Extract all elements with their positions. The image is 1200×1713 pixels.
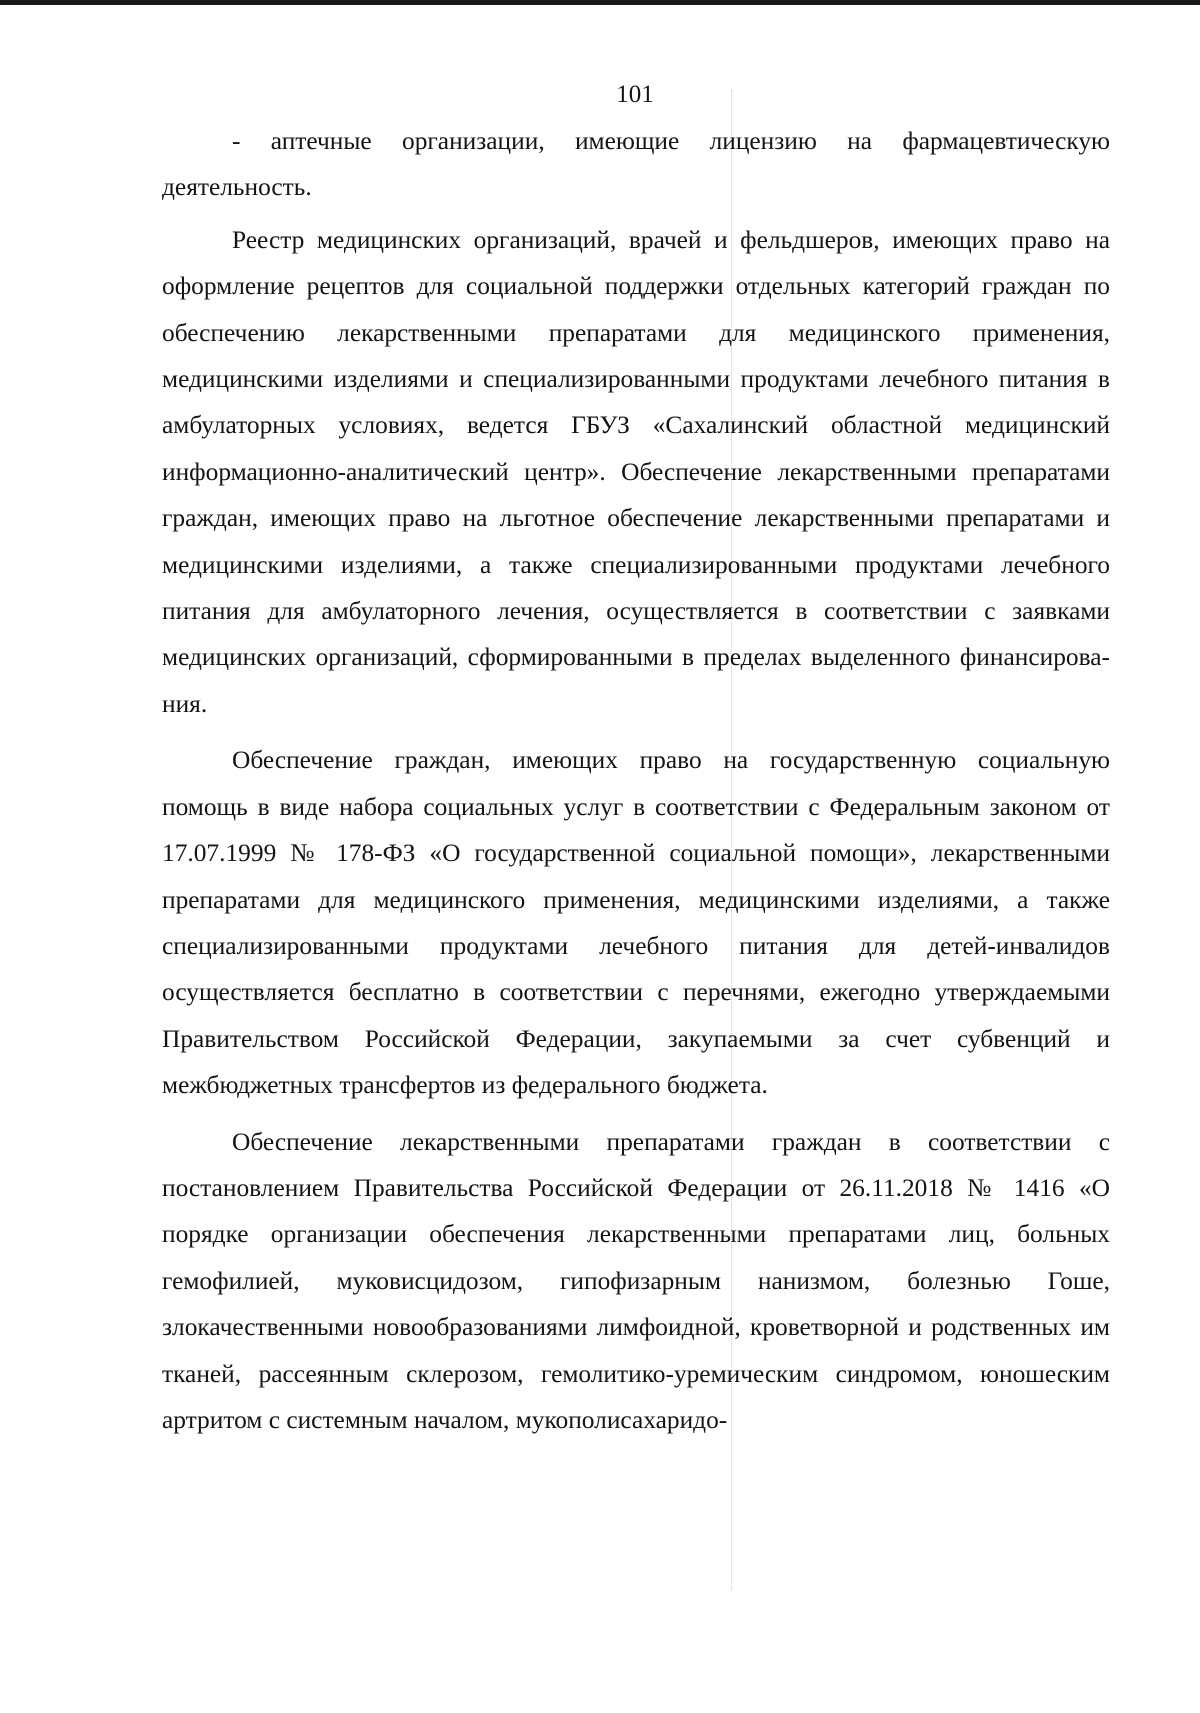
paragraph-pharmacy-organizations: - аптечные организации, имеющие лицензию на фармацевтическую деятельность. xyxy=(162,127,1110,202)
paragraph-registry: Реестр медицинских организаций, врачей и фельдшеров, имеющих право на оформление рецептов для социальной поддержки отдельных категорий граждан по обеспечению лекарственными препаратами для медицинского применения, медицинскими изделиями и специализированными продуктами лечебного питания в амбулаторных условиях, ведется ГБУЗ «Сахалинский областной медицинский информационно-аналитический центр». Обеспечение лекарственными препаратами граждан, имеющих право на льготное обеспечение лекарственными препаратами и медицинскими изделиями, а также специализированными продуктами лечебного питания для амбулаторного лечения, осуществляется в соответствии с заявками медицинских организаций, сформированными в пределах выделенного финансирования. xyxy=(162,225,1110,718)
document-body xyxy=(162,118,1110,1443)
paragraph-government-decree: Обеспечение лекарственными препаратами граждан в соответствии с постановлением Правительства Российской Федерации от 26.11.2018 № 1416 «О порядке организации обеспечения лекарственными препаратами лиц, больных гемофилией, муковисцидозом, гипофизарным нанизмом, болезнью Гоше, злокачественными новообразованиями лимфоидной, кроветворной и родственных им тканей, рассеянным склерозом, гемолитико-уремическим синдромом, юношеским артритом с системным началом, мукополисахаридо- xyxy=(162,1127,1110,1434)
paragraph-social-assistance: Обеспечение граждан, имеющих право на государственную социальную помощь в виде набора социальных услуг в соответствии с Федеральным законом от 17.07.1999 № 178-ФЗ «О государственной социальной помощи», лекарственными препаратами для медицинского применения, медицинскими изделиями, а также специализированными продуктами лечебного питания для детей-инвалидов осуществляется бесплатно в соответствии с перечнями, ежегодно утверждаемыми Правительством Российской Федерации, закупаемыми за счет субвенций и межбюджетных трансфертов из федерального бюджета. xyxy=(162,746,1110,1100)
page-number: 101 xyxy=(616,81,654,108)
scan-edge xyxy=(0,0,1200,5)
